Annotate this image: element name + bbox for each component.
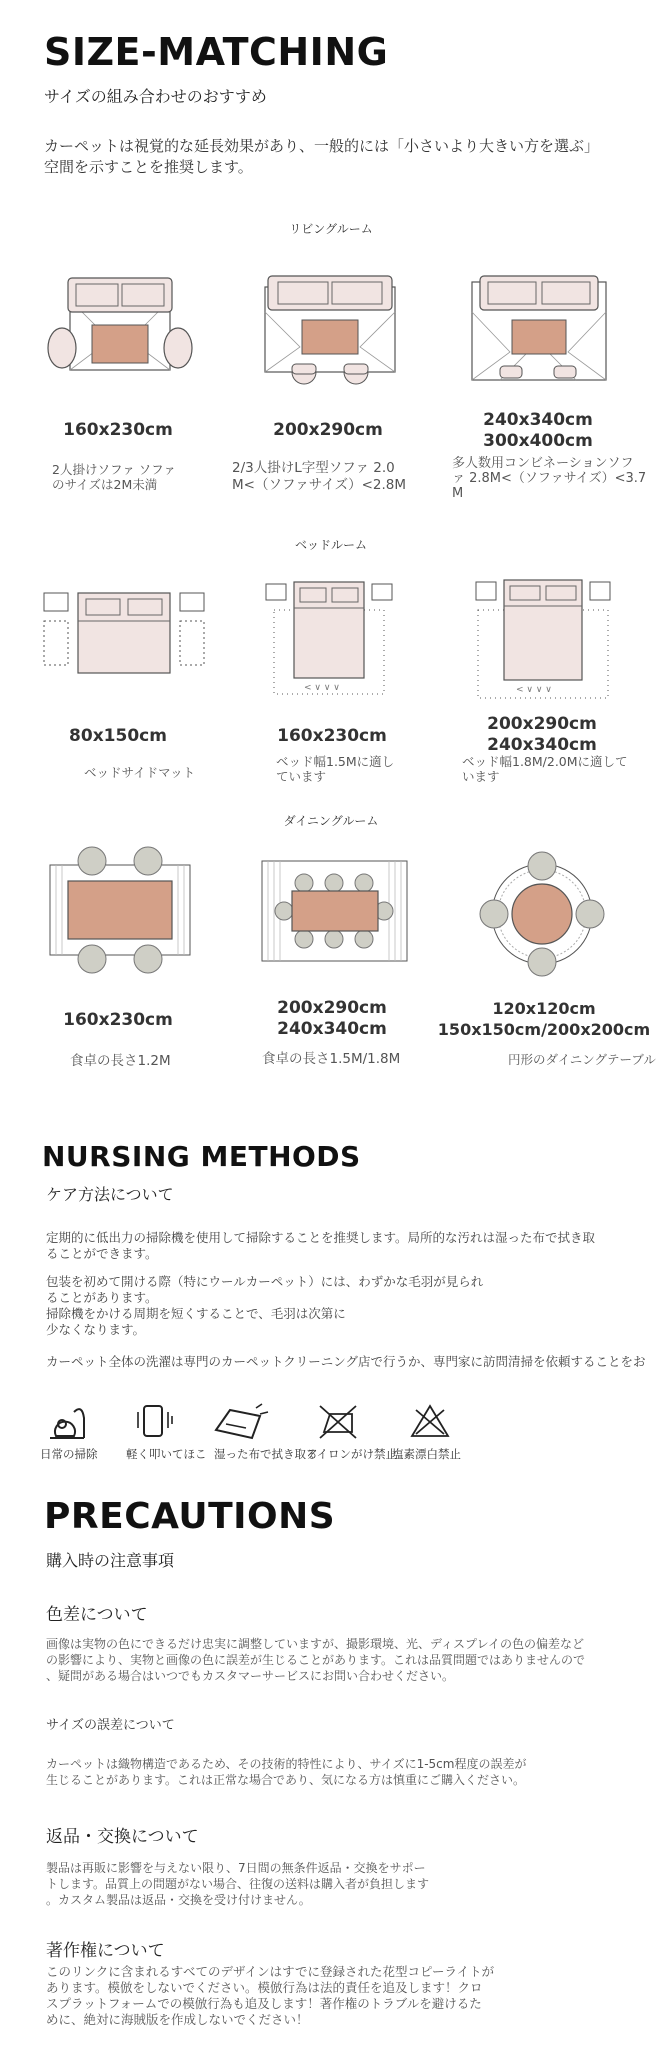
caption-bedroom-3: ベッド幅1.8M/2.0Mに適して います	[462, 754, 628, 784]
precaution-text-return: 製品は再販に影響を与えない限り、7日間の無条件返品・交換をサポー トします。品質上の問題がない場合、往復の送料は購入者が負担します 。カスタム製品は返品・交換を受け付けません。	[46, 1861, 430, 1907]
nursing-paragraph-1: 定期的に低出力の掃除機を使用して掃除することを推奨します。局所的な汚れは湿った布で拭き取 ることができます。	[46, 1230, 596, 1261]
section-label-living: リビングルーム	[289, 222, 373, 236]
size-matching-title: SIZE-MATCHING	[44, 30, 389, 74]
bedroom-large-diagram	[474, 578, 614, 703]
caption-living-3: 多人数用コンビネーションソフ ァ 2.8M<（ソファサイズ）<3.7 M	[452, 456, 647, 501]
size-bedroom-2: 160x230cm	[277, 726, 387, 746]
wipe-icon	[212, 1400, 272, 1440]
precautions-title: PRECAUTIONS	[44, 1496, 336, 1537]
care-label-wipe: 湿った布で拭き取る	[214, 1447, 318, 1461]
care-label-no-iron: アイロンがけ禁止	[306, 1447, 397, 1461]
vacuum-icon	[44, 1402, 94, 1442]
svg-text:< ∨ ∨ ∨: < ∨ ∨ ∨	[516, 685, 552, 695]
precaution-heading-return: 返品・交換について	[46, 1827, 199, 1847]
size-bedroom-3: 200x290cm 240x340cm	[487, 714, 597, 755]
precautions-subtitle: 購入時の注意事項	[46, 1551, 175, 1570]
caption-living-2: 2/3人掛けL字型ソファ 2.0 M<（ソファサイズ）<2.8M	[232, 460, 407, 493]
care-label-vacuum: 日常の掃除	[40, 1447, 98, 1461]
caption-bedroom-2: ベッド幅1.5Mに適し ています	[276, 754, 395, 784]
no-iron-icon	[318, 1404, 358, 1440]
dining-rect-diagram	[50, 845, 190, 975]
caption-dining-2: 食卓の長さ1.5M/1.8M	[262, 1051, 401, 1067]
precaution-text-size: カーペットは織物構造であるため、その技術的特性により、サイズに1-5cm程度の誤差が 生じることがあります。これは正常な場合であり、気になる方は慎重にご購入ください。	[46, 1757, 527, 1787]
size-dining-3: 120x120cm 150x150cm/200x200cm	[437, 999, 651, 1039]
size-matching-subtitle: サイズの組み合わせのおすすめ	[44, 87, 267, 106]
size-living-2: 200x290cm	[273, 420, 383, 440]
precaution-text-color: 画像は実物の色にできるだけ忠実に調整していますが、撮影環境、光、ディスプレイの色の偏差など の影響により、実物と画像の色に誤差が生じることがあります。これは品質問題ではありませんので 、疑問がある場合はいつでもカスタマーサービスにお問い合わせください。	[46, 1637, 586, 1683]
size-dining-2: 200x290cm 240x340cm	[277, 998, 387, 1039]
svg-text:< ∨ ∨ ∨: < ∨ ∨ ∨	[304, 683, 340, 693]
size-matching-intro: カーペットは視覚的な延長効果があり、一般的には「小さいより大きい方を選ぶ」 空間を示すことを推奨します。	[44, 137, 600, 176]
nursing-subtitle: ケア方法について	[46, 1185, 174, 1204]
precaution-heading-size: サイズの誤差について	[46, 1718, 175, 1733]
care-label-tap: 軽く叩いてほこ	[126, 1447, 207, 1461]
nursing-paragraph-3: カーペット全体の洗濯は専門のカーペットクリーニング店で行うか、専門家に訪問清掃を依頼することをお	[46, 1354, 646, 1369]
size-dining-1: 160x230cm	[63, 1010, 173, 1030]
bedroom-small-diagram	[44, 585, 204, 680]
size-bedroom-1: 80x150cm	[69, 726, 167, 746]
no-bleach-icon	[410, 1404, 450, 1440]
caption-dining-1: 食卓の長さ1.2M	[70, 1053, 171, 1069]
section-label-bedroom: ベッドルーム	[294, 538, 367, 552]
nursing-paragraph-2: 包装を初めて開ける際（特にウールカーペット）には、わずかな毛羽が見られ ることがあります。 掃除機をかける周期を短くすることで、毛羽は次第に 少なくなります。	[46, 1274, 484, 1337]
size-living-3: 240x340cm 300x400cm	[483, 410, 593, 451]
precaution-heading-color: 色差について	[46, 1605, 148, 1625]
living-large-diagram	[470, 272, 610, 392]
living-medium-diagram	[260, 272, 400, 392]
section-label-dining: ダイニングルーム	[283, 814, 379, 828]
tap-icon	[136, 1402, 176, 1442]
precaution-text-copyright: このリンクに含まれるすべてのデザインはすでに登録された花型コピーライトが あります。模倣をしないでください。模倣行為は法的責任を追及します！クロ スプラットフォームでの模倣行為も追及します！著作権のトラブルを避けるた めに、絶対に海賊版を作成しないでください！	[46, 1964, 495, 2027]
caption-bedroom-1: ベッドサイドマット	[84, 765, 196, 780]
bedroom-medium-diagram	[264, 580, 394, 700]
caption-dining-3: 円形のダイニングテーブル	[508, 1052, 656, 1067]
dining-large-diagram	[262, 855, 407, 965]
size-living-1: 160x230cm	[63, 420, 173, 440]
dining-round-diagram	[482, 852, 602, 977]
nursing-title: NURSING METHODS	[42, 1140, 361, 1173]
care-label-no-bleach: 塩素漂白禁止	[392, 1447, 461, 1461]
caption-living-1: 2人掛けソファ ソファ のサイズは2M未満	[52, 462, 176, 492]
precaution-heading-copyright: 著作権について	[46, 1941, 165, 1961]
living-small-diagram	[50, 270, 200, 380]
